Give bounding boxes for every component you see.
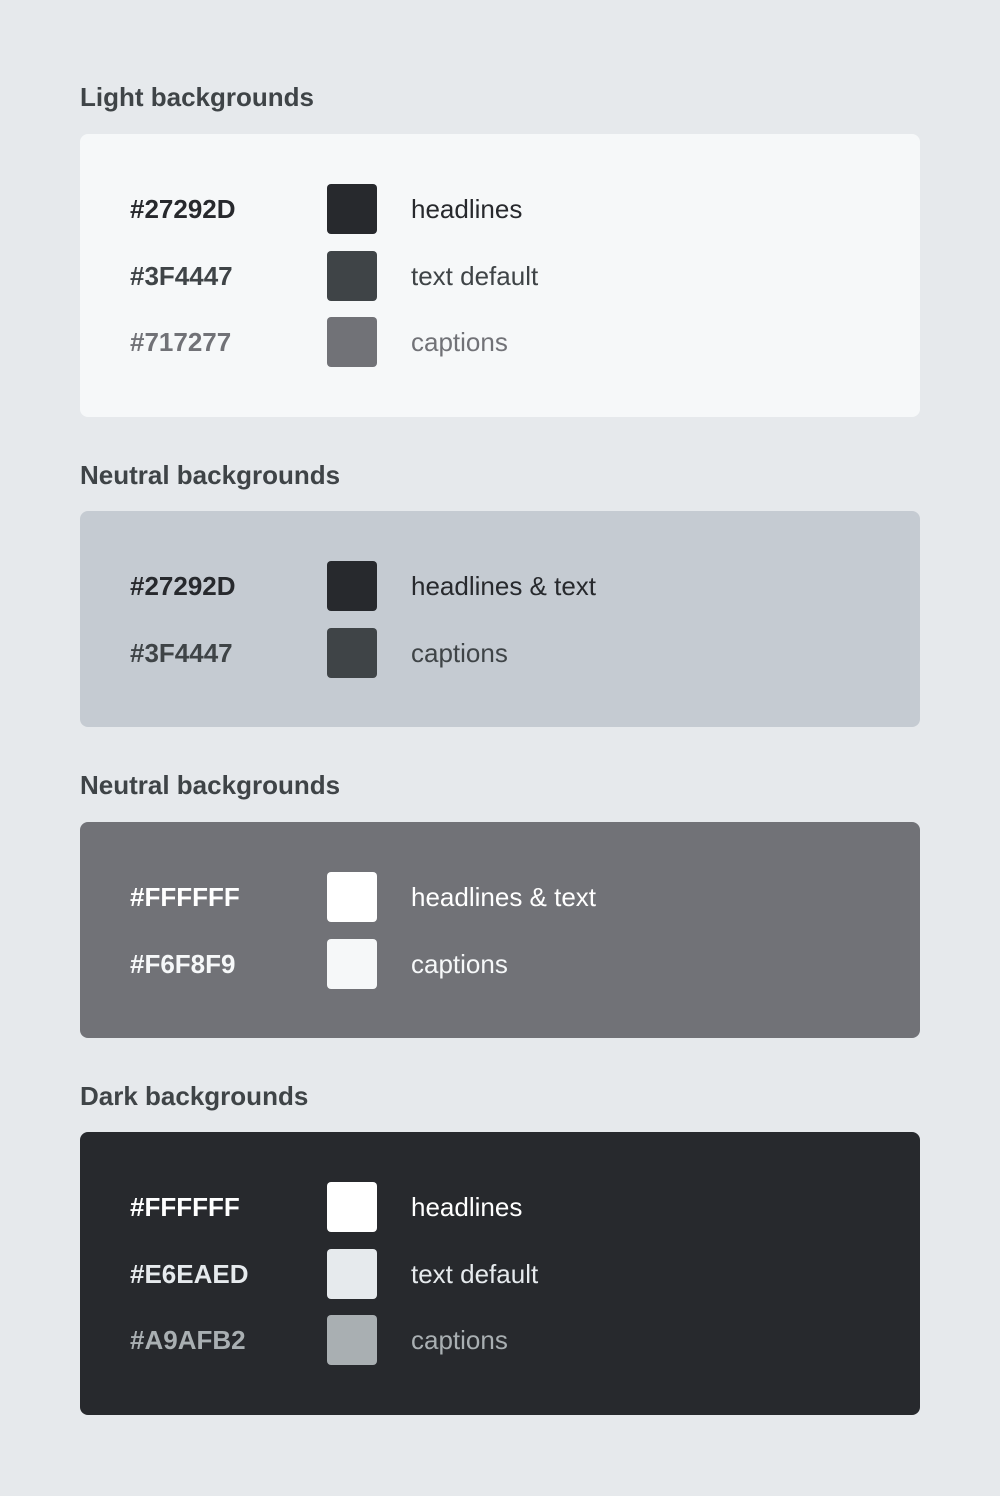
usage-label: headlines & text <box>411 882 597 912</box>
palette-panel-dark <box>80 1132 920 1415</box>
section-title-neutral-light: Neutral backgrounds <box>80 460 341 490</box>
palette-row <box>80 251 920 301</box>
section-title-light: Light backgrounds <box>80 82 314 112</box>
palette-row <box>80 317 920 367</box>
color-swatch <box>327 251 377 301</box>
hex-code: #27292D <box>130 571 236 601</box>
usage-label: headlines <box>411 1192 523 1222</box>
hex-code: #FFFFFF <box>130 882 240 912</box>
palette-row <box>80 184 920 234</box>
palette-row <box>80 1182 920 1232</box>
section-title-neutral-mid: Neutral backgrounds <box>80 770 341 800</box>
hex-code: #3F4447 <box>130 261 233 291</box>
hex-code: #717277 <box>130 327 232 357</box>
usage-label: text default <box>411 1259 539 1289</box>
color-swatch <box>327 1315 377 1365</box>
hex-code: #27292D <box>130 194 236 224</box>
color-swatch <box>327 628 377 678</box>
color-swatch <box>327 1249 377 1299</box>
palette-panel-neutral-light <box>80 511 920 727</box>
palette-panel-light <box>80 134 920 417</box>
palette-row <box>80 872 920 922</box>
hex-code: #3F4447 <box>130 638 233 668</box>
palette-row <box>80 561 920 611</box>
hex-code: #F6F8F9 <box>130 949 236 979</box>
color-swatch <box>327 184 377 234</box>
usage-label: text default <box>411 261 539 291</box>
usage-label: captions <box>411 638 508 668</box>
color-swatch <box>327 561 377 611</box>
palette-row <box>80 628 920 678</box>
usage-label: captions <box>411 1325 508 1355</box>
usage-label: captions <box>411 327 508 357</box>
color-swatch <box>327 317 377 367</box>
section-title-dark: Dark backgrounds <box>80 1081 309 1111</box>
palette-row <box>80 939 920 989</box>
color-swatch <box>327 939 377 989</box>
usage-label: headlines <box>411 194 523 224</box>
palette-row <box>80 1249 920 1299</box>
color-swatch <box>327 872 377 922</box>
palette-panel-neutral-mid <box>80 822 920 1038</box>
palette-row <box>80 1315 920 1365</box>
hex-code: #E6EAED <box>130 1259 249 1289</box>
color-swatch <box>327 1182 377 1232</box>
usage-label: headlines & text <box>411 571 597 601</box>
hex-code: #FFFFFF <box>130 1192 240 1222</box>
hex-code: #A9AFB2 <box>130 1325 246 1355</box>
usage-label: captions <box>411 949 508 979</box>
